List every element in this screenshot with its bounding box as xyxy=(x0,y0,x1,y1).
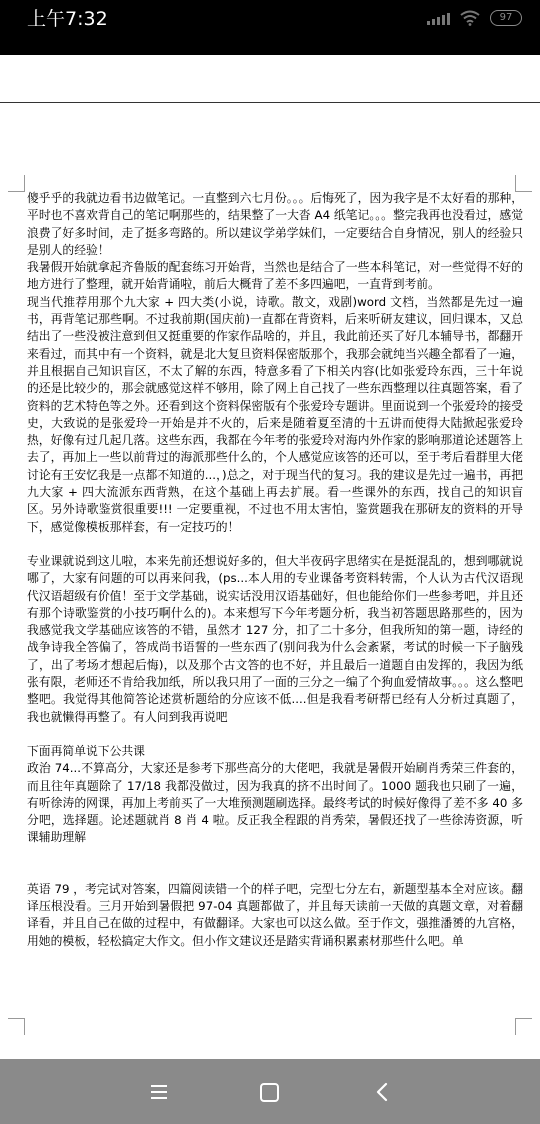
signal-icon xyxy=(427,11,450,25)
paragraph-gap xyxy=(27,847,523,881)
document-viewer[interactable] xyxy=(0,55,540,1059)
status-time: 上午7:32 xyxy=(27,8,108,30)
navigation-bar xyxy=(0,1059,540,1124)
status-bar xyxy=(0,0,540,55)
paragraph-gap xyxy=(27,726,523,743)
header-divider xyxy=(0,102,540,103)
menu-icon xyxy=(151,1085,167,1087)
wifi-icon xyxy=(460,10,480,26)
home-button[interactable] xyxy=(258,1081,280,1103)
paragraph: 政治 74...不算高分，大家还是参考下那些高分的大佬吧，我就是暑假开始刷肖秀荣三件套的，而且往年真题除了 17/18 我都没做过，因为我真的挤不出时间了。1000 题我也只刷了一遍，有听徐涛的网课，再加上考前买了一大堆预测题刷选择。最终考试的时候好像得了差不多 40 多分吧，选择题。论述题就肖 8 肖 4 啦。反正我全程跟的肖秀荣，暑假还找了一些徐涛资源，听课辅助理解 xyxy=(27,761,523,845)
paragraph-gap xyxy=(27,536,523,553)
status-icons xyxy=(427,8,522,28)
paragraph: 专业课就说到这儿啦，本来先前还想说好多的，但大半夜码字思绪实在是挺混乱的，想到哪就说哪了，大家有问题的可以再来问我，(ps...本人用的专业课备考资料转需，个人认为古代汉语现代汉语超级有价值！至于文学基础，说实话没用汉语基础好，但也能给你们一些参考吧，并且还有那个诗歌鉴赏的小技巧啊什么的)。本来想写下今年考题分析，我当初答题思路那些的，因为我感觉我文学基础应该答的不错，虽然才 127 分，扣了二十多分，但我所知的第一题，诗经的战争诗我全答偏了，答成尚书语誓的一些东西了(别问我为什么会紊紧，考试的时候一下子脑残了，出了考场才想起后悔)，以及那个古文答的也不好，并且最后一道题自由发挥的，我因为纸张有限，老师还不肯给我加纸，所以我只用了一面的三分之一编了个狗血爱情故事。。。这么整吧整吧。我觉得其他简答论述赏析题给的分应该不低....但是我看考研帮已经有人分析过真题了，我也就懒得再整了。有人问到我再说吧 xyxy=(27,553,523,724)
back-button[interactable] xyxy=(372,1081,394,1103)
paragraph: 我暑假开始就拿起齐鲁版的配套练习开始背，当然也是结合了一些本科笔记，对一些觉得不好的地方进行了整理，就开始背诵啦，前后大概背了差不多四遍吧，一直背到考前。 xyxy=(27,260,523,292)
crop-mark-top-left xyxy=(8,175,25,192)
paragraph: 现当代推荐用那个九大家 + 四大类(小说，诗歌。散文，戏剧)word 文档，当然都是先过一遍书，再背笔记那些啊。不过我前期(国庆前)一直都在背资料，后来听研友建议，回归课本，又总结出了一些没被注意到但又挺重要的作家作品啥的，并且，我此前还买了好几本辅导书，都翻开来看过，而其中有一个资料，就是北大复旦资料保密版那个，我那会就纯当兴趣全都看了一遍，并且根据自己知识盲区，不太了解的东西，特意多看了下相关内容(比如张爱玲东西，三十年说的还是比较少的，那会就感觉这样不够用，除了网上自己找了一些东西整理以往真题答案，看了资料的艺术特色等之外。还看到这个资料保密版有个张爱玲专题讲。里面说到一个张爱玲的接受史，大致说的是张爱玲一开始是并不火的，后来是随着夏至清的十五讲而使得大陆掀起张爱玲热，好像有过几起几落。这些东西，我都在今年考的张爱玲对海内外作家的影响那道论述题答上去了，再加上一些以前背过的海派那些什么的，个人感觉应该答的还可以，至于考后看群里大佬讨论有王安忆我是一点都不知道的...，)总之，对于现当代的复习。我的建议是先过一遍书，再把九大家 + 四大流派东西背熟，在这个基础上再去扩展。看一些课外的东西，找自己的知识盲区。另外诗歌鉴赏很重要!!! 一定要重视，不过也不用太害怕，鉴赏题我在那研友的资料的开导下，感觉像模板那样套，有一定技巧的！ xyxy=(27,294,523,534)
paragraph: 傻乎乎的我就边看书边做笔记。一直整到六七月份。。。后悔死了，因为我字是不太好看的那种，平时也不喜欢背自己的笔记啊那些的，结果整了一大沓 A4 纸笔记。。。整完我再也没看过，感觉浪费了好多时间，走了挺多弯路的。所以建议学弟学妹们，一定要结合自身情况，别人的经验只是别人的经验！ xyxy=(27,191,523,257)
document-page-content xyxy=(27,190,523,1055)
paragraph: 英语 79 ，考完试对答案，四篇阅读错一个的样子吧，完型七分左右，新题型基本全对应该。翻译压根没看。三月开始到暑假把 97-04 真题都做了，并且每天读前一天做的真题文章，对着翻译看，并且自己在做的过程中，有做翻译。大家也可以这么做。至于作文，强推潘赟的九宫格，用她的模板，轻松搞定大作文。但小作文建议还是踏实背诵积累素材那些什么吧。单 xyxy=(27,881,523,948)
crop-mark-bottom-left xyxy=(8,1018,25,1035)
section-heading: 下面再简单说下公共课 xyxy=(27,743,145,758)
menu-button[interactable] xyxy=(148,1081,170,1103)
back-icon xyxy=(372,1081,394,1103)
home-icon xyxy=(260,1083,279,1102)
battery-icon: 97 xyxy=(490,10,522,26)
